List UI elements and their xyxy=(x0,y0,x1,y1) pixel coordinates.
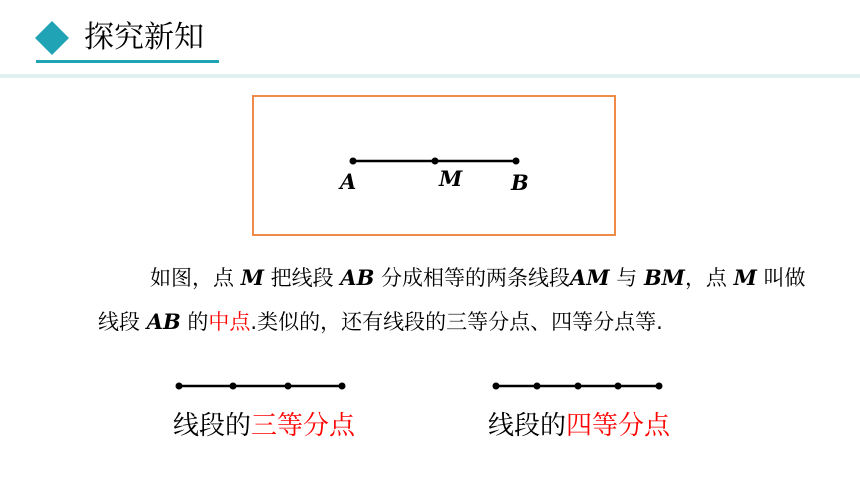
point-a-dot xyxy=(350,158,357,165)
trisection-point-2 xyxy=(285,383,292,390)
text: ，点 xyxy=(684,266,734,290)
quadrisection-point-2 xyxy=(575,383,582,390)
definition-paragraph xyxy=(98,256,818,344)
var-am: AM xyxy=(570,265,610,290)
caption-highlight: 三等分点 xyxy=(251,411,356,441)
text: 把线段 xyxy=(263,266,341,290)
var-ab: AB xyxy=(146,309,181,334)
text: .类似的，还有线段的三等分点、四等分点等. xyxy=(250,310,663,334)
point-label-b: B xyxy=(511,170,529,195)
var-m: M xyxy=(240,265,264,290)
text: 与 xyxy=(609,266,644,290)
var-bm: BM xyxy=(643,265,685,290)
quadrisection-endpoint-left xyxy=(493,383,500,390)
point-m-dot xyxy=(432,158,439,165)
quadrisection-point-3 xyxy=(615,383,622,390)
point-label-a: A xyxy=(340,169,357,194)
trisection-endpoint-left xyxy=(176,383,183,390)
text: 分成相等的两条线段 xyxy=(374,266,571,290)
point-b-dot xyxy=(513,158,520,165)
page-title: 探究新知 xyxy=(84,20,204,55)
quadrisection-endpoint-right xyxy=(656,383,663,390)
trisection-endpoint-right xyxy=(339,383,346,390)
text: 的 xyxy=(180,310,209,334)
var-ab: AB xyxy=(340,265,375,290)
quadrisection-point-1 xyxy=(534,383,541,390)
caption-trisection xyxy=(173,409,355,443)
caption-quadrisection xyxy=(488,409,670,443)
text: 如图，点 xyxy=(150,266,241,290)
var-m: M xyxy=(733,265,757,290)
trisection-point-1 xyxy=(230,383,237,390)
text: 叫做线段 xyxy=(98,266,806,334)
point-label-m: M xyxy=(439,166,463,191)
midpoint-term: 中点 xyxy=(208,310,251,334)
caption-highlight: 四等分点 xyxy=(566,411,671,441)
caption-prefix: 线段的 xyxy=(173,411,252,441)
caption-prefix: 线段的 xyxy=(488,411,567,441)
